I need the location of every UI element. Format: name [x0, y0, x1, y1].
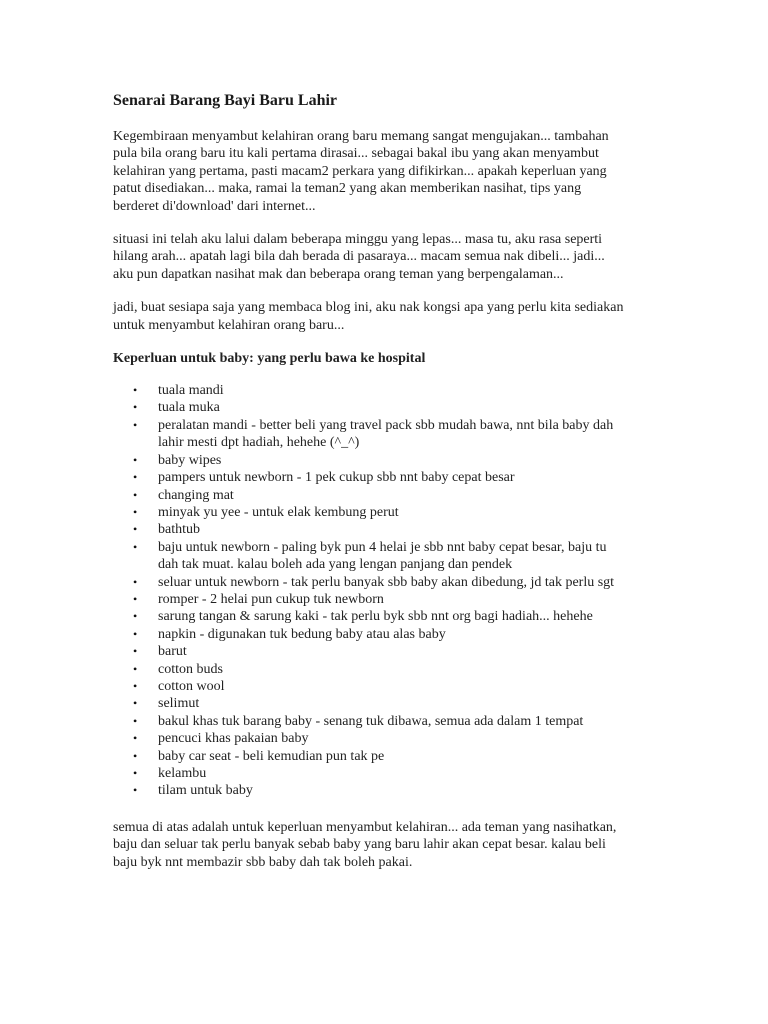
paragraph-line: pula bila orang baru itu kali pertama dirasai... sebagai bakal ibu yang akan menyambut	[113, 146, 599, 162]
bullet-icon: •	[133, 626, 138, 641]
list-item	[113, 399, 673, 416]
list-item-text: tilam untuk baby	[158, 783, 253, 799]
list-item-text: tuala mandi	[158, 383, 224, 399]
bullet-icon: •	[133, 766, 138, 780]
bullet-icon: •	[133, 417, 138, 432]
paragraph-line: patut disediakan... maka, ramai la teman2 yang akan memberikan nasihat, tips yang	[113, 181, 582, 197]
list-item-text: pampers untuk newborn - 1 pek cukup sbb nnt baby cepat besar	[158, 470, 515, 486]
paragraph-line: untuk menyambut kelahiran orang baru...	[113, 317, 345, 333]
list-item	[113, 521, 673, 538]
list-item	[113, 678, 673, 695]
list-item-text: baby wipes	[158, 452, 222, 468]
bullet-icon: •	[133, 783, 138, 798]
list-item	[113, 504, 673, 521]
paragraph-line: baju byk nnt membazir sbb baby dah tak boleh pakai.	[113, 854, 413, 870]
list-item	[113, 539, 673, 574]
list-item-text: baby car seat - beli kemudian pun tak pe	[158, 748, 385, 764]
bullet-icon: •	[133, 731, 138, 746]
list-item	[113, 487, 673, 504]
list-item	[113, 661, 673, 678]
list-item-text: baju untuk newborn - paling byk pun 4 helai je sbb nnt baby cepat besar, baju tu	[158, 539, 607, 555]
list-item-text: barut	[158, 644, 187, 660]
paragraph-line: situasi ini telah aku lalui dalam beberapa minggu yang lepas... masa tu, aku rasa seperti	[113, 232, 603, 248]
section-heading: Keperluan untuk baby: yang perlu bawa ke hospital	[113, 351, 426, 367]
list-item	[113, 591, 673, 608]
paragraph-line: baju dan seluar tak perlu banyak sebab baby yang baru lahir akan cepat besar. kalau beli	[113, 837, 606, 853]
baby-items-list	[113, 382, 673, 800]
list-item	[113, 765, 673, 782]
bullet-icon: •	[133, 383, 138, 398]
list-item	[113, 574, 673, 591]
bullet-icon: •	[133, 487, 138, 502]
list-item-text: cotton buds	[158, 661, 223, 677]
list-item-text: minyak yu yee - untuk elak kembung perut	[158, 504, 399, 520]
paragraph	[113, 231, 673, 283]
list-item-text: changing mat	[158, 487, 234, 503]
list-item-text: peralatan mandi - better beli yang travel pack sbb mudah bawa, nnt bila baby dah	[158, 417, 614, 433]
bullet-icon: •	[133, 504, 138, 519]
bullet-icon: •	[133, 470, 138, 485]
list-item-text: sarung tangan & sarung kaki - tak perlu byk sbb nnt org bagi hadiah... hehehe	[158, 609, 593, 625]
list-item	[113, 469, 673, 486]
list-item	[113, 608, 673, 625]
list-item	[113, 643, 673, 660]
list-item-text: dah tak muat. kalau boleh ada yang lengan panjang dan pendek	[158, 557, 513, 573]
bullet-icon: •	[133, 678, 138, 693]
list-item	[113, 713, 673, 730]
list-item	[113, 452, 673, 469]
document-page	[113, 90, 673, 887]
list-item-text: seluar untuk newborn - tak perlu banyak sbb baby akan dibedung, jd tak perlu sgt	[158, 574, 615, 590]
list-item-text: tuala muka	[158, 400, 220, 416]
list-item-text: pencuci khas pakaian baby	[158, 731, 309, 747]
list-item-text: romper - 2 helai pun cukup tuk newborn	[158, 591, 384, 607]
list-item-text: selimut	[158, 696, 200, 712]
paragraph-line: aku pun dapatkan nasihat mak dan beberapa orang teman yang berpengalaman...	[113, 266, 564, 282]
list-item-text: napkin - digunakan tuk bedung baby atau alas baby	[158, 626, 446, 642]
list-item	[113, 782, 673, 799]
list-item-text: bakul khas tuk barang baby - senang tuk dibawa, semua ada dalam 1 tempat	[158, 713, 584, 729]
bullet-icon: •	[133, 522, 138, 537]
bullet-icon: •	[133, 748, 138, 763]
list-item-text: bathtub	[158, 522, 200, 538]
paragraph-line: hilang arah... apatah lagi bila dah berada di pasaraya... macam semua nak dibeli... jadi...	[113, 249, 605, 265]
list-item-text: cotton wool	[158, 678, 225, 694]
paragraph	[113, 128, 673, 215]
bullet-icon: •	[133, 644, 138, 659]
list-item-text: lahir mesti dpt hadiah, hehehe (^_^)	[158, 435, 360, 451]
bullet-icon: •	[133, 539, 138, 554]
list-item	[113, 748, 673, 765]
bullet-icon: •	[133, 713, 138, 728]
list-item-text: kelambu	[158, 766, 207, 781]
list-item	[113, 695, 673, 712]
bullet-icon: •	[133, 661, 138, 676]
document-title: Senarai Barang Bayi Baru Lahir	[113, 92, 338, 109]
bullet-icon: •	[133, 400, 138, 415]
list-item	[113, 626, 673, 643]
bullet-icon: •	[133, 591, 138, 606]
paragraph-line: Kegembiraan menyambut kelahiran orang baru memang sangat mengujakan... tambahan	[113, 129, 609, 144]
closing-paragraph	[113, 819, 673, 871]
bullet-icon: •	[133, 609, 138, 624]
paragraph-line: jadi, buat sesiapa saja yang membaca blog ini, aku nak kongsi apa yang perlu kita sediakan	[113, 300, 624, 316]
intro-section	[113, 128, 673, 334]
paragraph-line: kelahiran yang pertama, pasti macam2 perkara yang difikirkan... apakah keperluan yang	[113, 163, 607, 179]
list-item	[113, 730, 673, 747]
paragraph	[113, 299, 673, 334]
bullet-icon: •	[133, 696, 138, 711]
paragraph-line: berderet di'download' dari internet...	[113, 198, 316, 214]
bullet-icon: •	[133, 574, 138, 589]
list-item	[113, 417, 673, 452]
list-item	[113, 382, 673, 399]
paragraph-line: semua di atas adalah untuk keperluan menyambut kelahiran... ada teman yang nasihatkan,	[113, 819, 617, 835]
bullet-icon: •	[133, 452, 138, 467]
